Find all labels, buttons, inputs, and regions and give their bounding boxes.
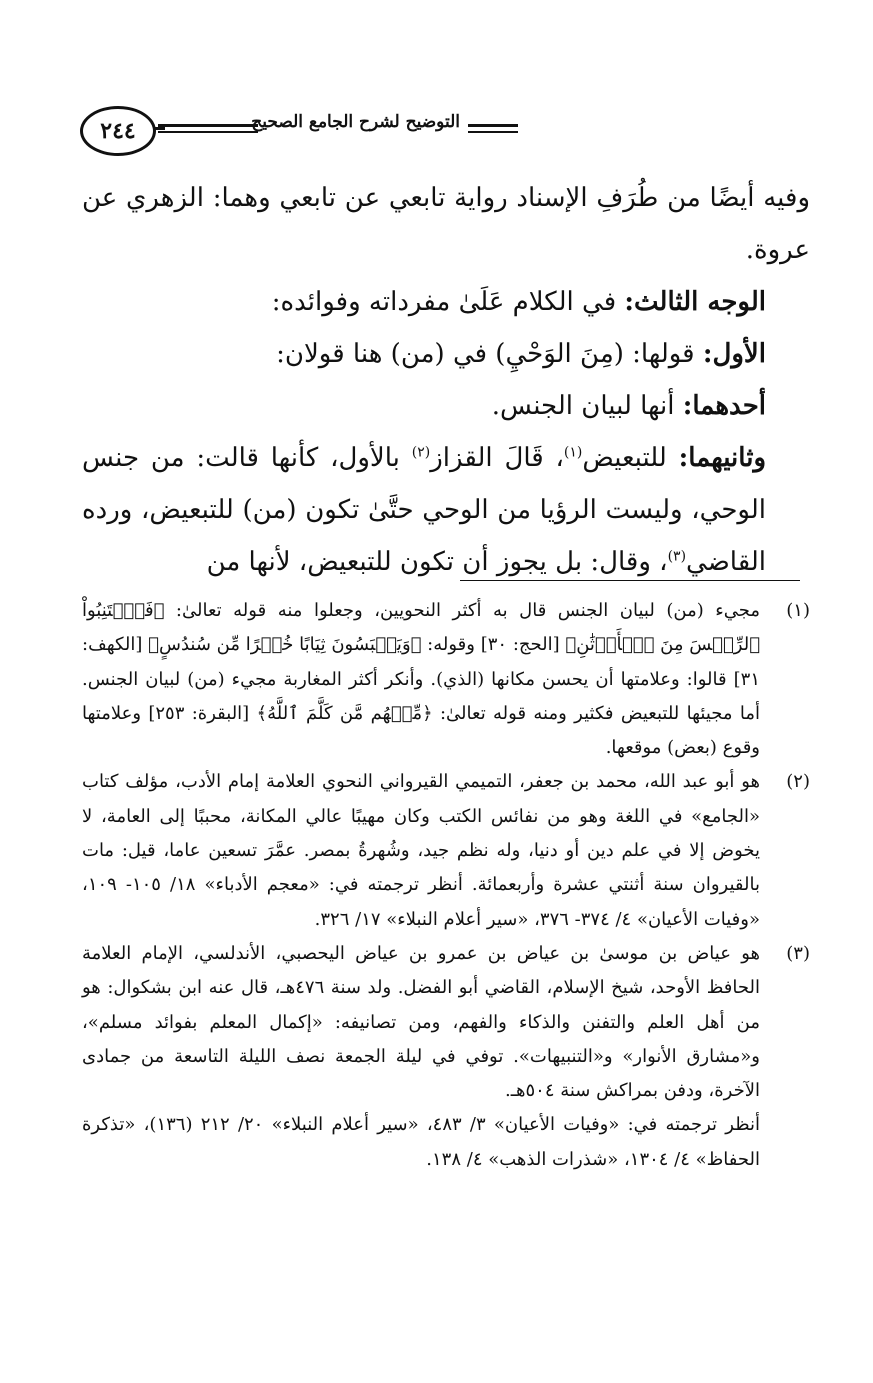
footnote-ref-2[interactable]: (٢) <box>411 444 431 461</box>
paragraph-4-text: أنها لبيان الجنس. <box>491 391 683 421</box>
paragraph-5 <box>82 432 810 588</box>
footnote-3 <box>82 937 810 1108</box>
footnote-2-text: هو أبو عبد الله، محمد بن جعفر، التميمي القيرواني النحوي العلامة إمام الأدب، مؤلف كتاب «الجامع» في اللغة وهو من نفائس الكتب وكان مهيبًا عالي المكانة، محببًا إلى العامة، لا يخوض إلا في علم دين أو دنيا، وله نظم جيد، وشُهرةُ بمصر. عمَّرَ تسعين عاما، قيل: مات بالقيروان سنة أثنتي عشرة وأربعمائة. أنظر ترجمته في: «معجم الأدباء» ١٨/ ١٠٥- ١٠٩، «وفيات الأعيان» ٤/ ٣٧٤- ٣٧٦، «سير أعلام النبلاء» ١٧/ ٣٢٦. <box>82 771 760 930</box>
footnote-ref-3[interactable]: (٣) <box>667 548 687 565</box>
heading-second-of-them: وثانيهما: <box>678 443 767 473</box>
footnote-1-mark: (١) <box>786 600 810 621</box>
page-number: ٢٤٤ <box>80 106 156 156</box>
footnote-2 <box>82 765 810 936</box>
footnote-2-mark: (٢) <box>786 771 810 793</box>
footnote-3-continuation: أنظر ترجمته في: «وفيات الأعيان» ٣/ ٤٨٣، «سير أعلام النبلاء» ٢٠/ ٢١٢ (١٣٦)، «تذكرة الحفاظ» ٤/ ١٣٠٤، «شذرات الذهب» ٤/ ١٣٨. <box>82 1114 760 1170</box>
paragraph-5-text-b: ، قَالَ القزاز <box>430 443 564 473</box>
paragraph-5-text-a: للتبعيض <box>582 443 679 473</box>
paragraph-1: وفيه أيضًا من طُرَفِ الإسناد رواية تابعي عن تابعي وهما: الزهري عن عروة. <box>82 183 810 265</box>
footnote-1 <box>82 594 810 765</box>
paragraph-5-text-c: بالأول، كأنها قالت: من جنس الوحي، وليست الرؤيا من الوحي حتَّىٰ تكون (من) للتبعيض، ورده القاضي <box>82 443 766 577</box>
running-title: التوضيح لشرح الجامع الصحيح <box>251 112 460 132</box>
paragraph-4 <box>82 380 810 432</box>
paragraph-3-text: قولها: (مِنَ الوَحْيِ) في (من) هنا قولان: <box>276 339 703 369</box>
paragraph-2-text: في الكلام عَلَىٰ مفرداته وفوائده: <box>271 287 625 317</box>
header-rule-right-bottom <box>468 131 518 133</box>
running-header <box>80 100 810 160</box>
heading-third-aspect: الوجه الثالث: <box>624 287 766 317</box>
heading-first: الأول: <box>702 339 766 369</box>
footnote-ref-1[interactable]: (١) <box>563 444 583 461</box>
header-rule-right-top <box>468 124 518 127</box>
footnote-separator <box>460 580 800 581</box>
paragraph-5-text-d: ، وقال: بل يجوز أن تكون للتبعيض، لأنها من <box>206 547 668 577</box>
header-rule-middle-top <box>158 124 258 127</box>
heading-one-of-them: أحدهما: <box>682 391 766 421</box>
main-text <box>82 172 810 588</box>
footnote-1-text: مجيء (من) لبيان الجنس قال به أكثر النحويين، وجعلوا منه قوله تعالىٰ: ﴿فَٱجۡتَنِبُواْ ٱلرِّجۡسَ مِنَ ٱلۡأَوۡثَٰنِ﴾ [الحج: ٣٠] وقوله: ﴿وَيَلۡبَسُونَ ثِيَابًا خُضۡرًا مِّن سُندُسٍ﴾ [الكهف: ٣١] قالوا: وعلامتها أن يحسن مكانها (الذي). وأنكر أكثر المغاربة مجيء (من) لبيان الجنس. أما مجيئها للتبعيض فكثير ومنه قوله تعالىٰ: ﴿مِّنۡهُم مَّن كَلَّمَ ٱللَّهُ﴾ [البقرة: ٢٥٣] وعلامتها وقوع (بعض) موقعها. <box>82 600 760 759</box>
header-rule-middle-bottom <box>158 131 258 133</box>
footnotes <box>82 594 810 1177</box>
footnote-3-text: هو عياض بن موسىٰ بن عياض بن عمرو بن عياض اليحصبي، الأندلسي، الإمام العلامة الحافظ الأوحد، شيخ الإسلام، القاضي أبو الفضل. ولد سنة ٤٧٦هـ، قال عنه ابن بشكوال: هو من أهل العلم والتفنن والذكاء والفهم، ومن تصانيفه: «إكمال المعلم بفوائد مسلم»، و«مشارق الأنوار» و«التنبيهات». توفي في ليلة الجمعة نصف الليلة التاسعة من جمادى الآخرة، ودفن بمراكش سنة ٥٠٤هـ. <box>82 942 760 1102</box>
paragraph-2 <box>82 276 810 328</box>
paragraph-3 <box>82 328 810 380</box>
footnote-3-mark: (٣) <box>786 942 810 964</box>
